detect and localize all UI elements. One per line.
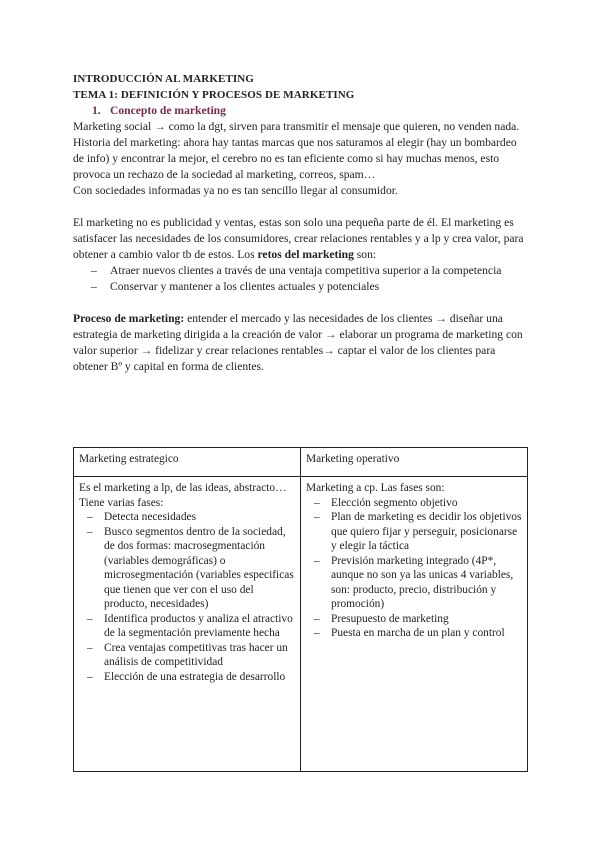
document-title: INTRODUCCIÓN AL MARKETING — [73, 73, 254, 85]
paragraph-sociedades: Con sociedades informadas ya no es tan sencillo llegar al consumidor. — [73, 184, 398, 197]
list-item: – Plan de marketing es decidir los objetivos que quiero fijar y perseguir, posicionarse y elegir la táctica — [331, 510, 522, 554]
paragraph-historia: Historia del marketing: ahora hay tantas marcas que nos saturamos al elegir (hay un bombardeo de info) y encontrar la mejor, el cerebro no es tan eficiente como si hay muchas menos, esto provoca un rechazo de la sociedad al marketing, correos, spam… — [73, 136, 517, 181]
section-number: 1. — [92, 104, 101, 117]
col-header-operativo: Marketing operativo — [301, 448, 528, 477]
estrategico-list — [79, 510, 295, 684]
list-item: – Previsión marketing integrado (4P*, aunque no son ya las unicas 4 variables, son: producto, precio, distribución y promoción) — [331, 554, 522, 612]
operativo-intro: Marketing a cp. Las fases son: — [306, 482, 445, 494]
estrategico-intro: Es el marketing a lp, de las ideas, abstracto… Tiene varias fases: — [79, 482, 287, 509]
section-title: Concepto de marketing — [110, 104, 226, 117]
paragraph-proceso — [73, 311, 528, 375]
table-header-row — [74, 448, 528, 477]
table-row — [74, 477, 528, 772]
list-item: – Elección segmento objetivo — [331, 496, 522, 511]
list-item: – Puesta en marcha de un plan y control — [331, 626, 522, 641]
list-item: – Presupuesto de marketing — [331, 612, 522, 627]
document-body — [73, 71, 528, 375]
list-item: – Detecta necesidades — [104, 510, 295, 525]
retos-list — [73, 263, 528, 295]
section-heading — [92, 103, 528, 119]
proceso-label: Proceso de marketing: — [73, 312, 185, 325]
topic-title: TEMA 1: DEFINICIÓN Y PROCESOS DE MARKETING — [73, 89, 355, 101]
paragraph-marketing-social: Marketing social → como la dgt, sirven para transmitir el mensaje que quieren, no venden nada. — [73, 120, 520, 133]
paragraph-definicion — [73, 215, 528, 263]
list-item: – Conservar y mantener a los clientes actuales y potenciales — [110, 279, 528, 295]
col-header-estrategico: Marketing estrategico — [74, 448, 301, 477]
list-item: – Crea ventajas competitivas tras hacer un análisis de competitividad — [104, 641, 295, 670]
list-item: – Elección de una estrategia de desarrollo — [104, 670, 295, 685]
retos-label: retos del marketing — [257, 248, 354, 261]
definicion-text: El marketing no es publicidad y ventas, estas son solo una pequeña parte de él. El marketing es satisfacer las necesidades de los consumidores, crear relaciones rentables y a lp y crea valor, para obtener a cambio valor tb de estos. Los — [73, 216, 524, 261]
cell-operativo — [301, 477, 528, 772]
cell-estrategico — [74, 477, 301, 772]
proceso-text: entender el mercado y las necesidades de los clientes → diseñar una estrategia de marketing dirigida a la creación de valor → elaborar un programa de marketing con valor superior → fidelizar y crear relaciones rentables→ captar el valor de los clientes para obtener Bº y capital en forma de clientes. — [73, 312, 523, 373]
marketing-table — [73, 447, 528, 772]
list-item: – Busco segmentos dentro de la sociedad, de dos formas: macrosegmentación (variables demográficas) o microsegmentación (variables especificas que tienen que ver con el uso del producto, necesidades) — [104, 525, 295, 612]
list-item: – Atraer nuevos clientes a través de una ventaja competitiva superior a la competencia — [110, 263, 528, 279]
list-item: – Identifica productos y analiza el atractivo de la segmentación previamente hecha — [104, 612, 295, 641]
operativo-list — [306, 496, 522, 641]
definicion-end: son: — [353, 248, 377, 261]
